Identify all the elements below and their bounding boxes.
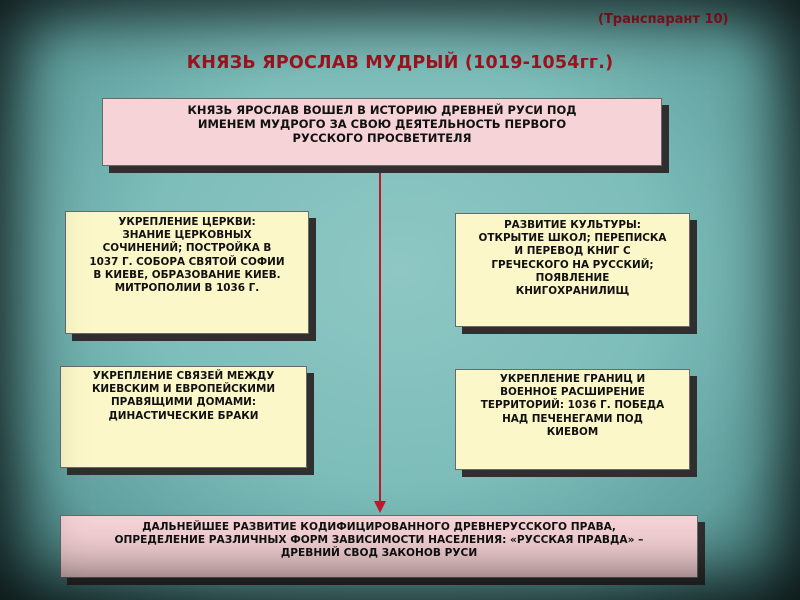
- church-line: МИТРОПОЛИИ В 1036 Г.: [114, 282, 260, 295]
- borders-box: [455, 369, 690, 470]
- church-line: 1037 Г. СОБОРА СВЯТОЙ СОФИИ: [89, 255, 285, 268]
- culture-line: ОТКРЫТИЕ ШКОЛ; ПЕРЕПИСКА: [478, 232, 667, 245]
- main-statement-line: ИМЕНЕМ МУДРОГО ЗА СВОЮ ДЕЯТЕЛЬНОСТЬ ПЕРВОГО: [197, 117, 567, 132]
- dynastic-ties-box: [60, 366, 307, 468]
- slide-title: КНЯЗЬ ЯРОСЛАВ МУДРЫЙ (1019-1054гг.): [186, 53, 614, 73]
- ties-line: УКРЕПЛЕНИЕ СВЯЗЕЙ МЕЖДУ: [92, 370, 275, 382]
- arrow-head-icon: [374, 501, 386, 513]
- culture-line: КНИГОХРАНИЛИЩ: [515, 285, 630, 298]
- borders-line: УКРЕПЛЕНИЕ ГРАНИЦ И: [499, 373, 646, 385]
- main-statement-box: [102, 98, 662, 166]
- ties-line: КИЕВСКИМ И ЕВРОПЕЙСКИМИ: [91, 383, 276, 396]
- transparency-tag: (Транспарант 10): [598, 12, 729, 27]
- church-line: В КИЕВЕ, ОБРАЗОВАНИЕ КИЕВ.: [93, 268, 281, 281]
- law-line: ДАЛЬНЕЙШЕЕ РАЗВИТИЕ КОДИФИЦИРОВАННОГО ДРЕВНЕРУССКОГО ПРАВА,: [142, 521, 616, 533]
- culture-line: ГРЕЧЕСКОГО НА РУССКИЙ;: [491, 258, 654, 271]
- church-line: СОЧИНЕНИЙ; ПОСТРОЙКА В: [102, 242, 272, 255]
- borders-line: КИЕВОМ: [546, 425, 599, 438]
- culture-line: РАЗВИТИЕ КУЛЬТУРЫ:: [504, 219, 641, 231]
- law-box: [60, 515, 698, 578]
- law-line: ДРЕВНИЙ СВОД ЗАКОНОВ РУСИ: [280, 547, 478, 560]
- borders-line: ВОЕННОЕ РАСШИРЕНИЕ: [500, 386, 645, 399]
- culture-box: [455, 213, 690, 327]
- culture-line: И ПЕРЕВОД КНИГ С: [514, 245, 631, 258]
- ties-line: ПРАВЯЩИМИ ДОМАМИ:: [110, 396, 257, 409]
- church-box: [65, 211, 309, 334]
- main-statement-line: КНЯЗЬ ЯРОСЛАВ ВОШЕЛ В ИСТОРИЮ ДРЕВНЕЙ РУСИ ПОД: [187, 103, 577, 117]
- main-statement-line: РУССКОГО ПРОСВЕТИТЕЛЯ: [292, 131, 472, 146]
- borders-line: ТЕРРИТОРИЙ: 1036 Г. ПОБЕДА: [480, 399, 665, 412]
- church-line: ЗНАНИЕ ЦЕРКОВНЫХ: [122, 229, 252, 242]
- ties-line: ДИНАСТИЧЕСКИЕ БРАКИ: [108, 409, 259, 422]
- church-line: УКРЕПЛЕНИЕ ЦЕРКВИ:: [118, 216, 256, 228]
- law-line: ОПРЕДЕЛЕНИЕ РАЗЛИЧНЫХ ФОРМ ЗАВИСИМОСТИ НАСЕЛЕНИЯ: «РУССКАЯ ПРАВДА» –: [114, 534, 644, 547]
- borders-line: НАД ПЕЧЕНЕГАМИ ПОД: [502, 412, 643, 425]
- culture-line: ПОЯВЛЕНИЕ: [535, 271, 610, 284]
